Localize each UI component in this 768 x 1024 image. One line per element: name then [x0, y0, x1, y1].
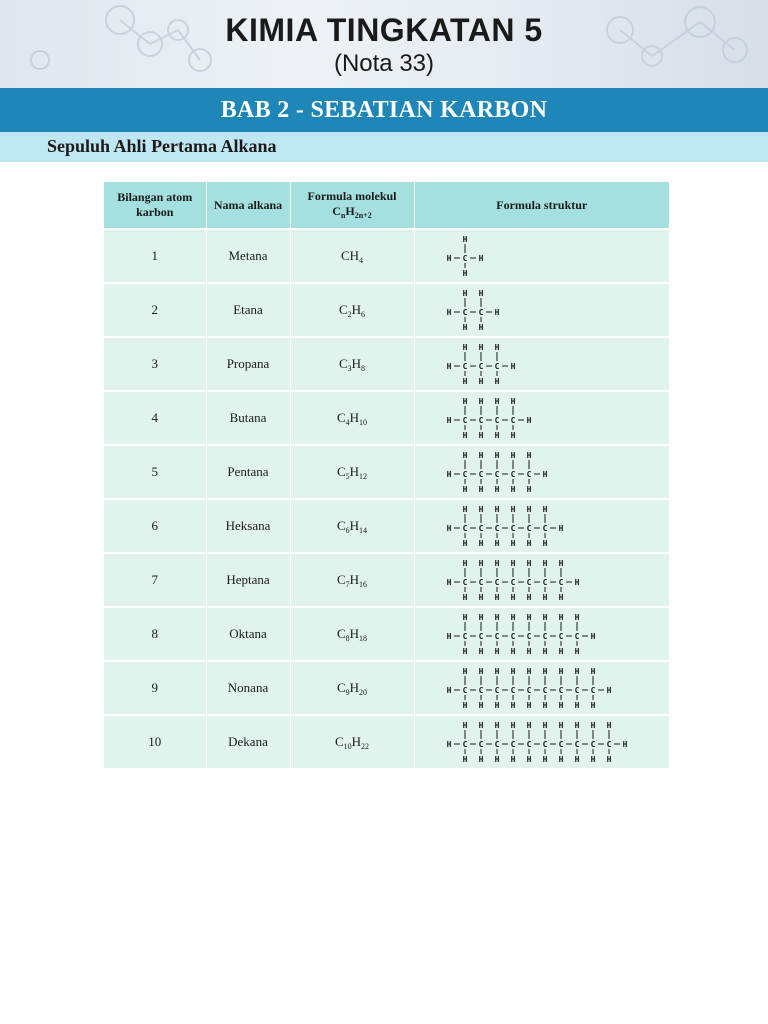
svg-text:H: H: [462, 505, 467, 514]
svg-text:H: H: [462, 701, 467, 710]
table-row: [104, 607, 669, 661]
structural-formula-diagram: [445, 450, 557, 494]
svg-text:H: H: [542, 613, 547, 622]
svg-text:H: H: [558, 701, 563, 710]
structural-formula-diagram: [445, 612, 605, 656]
svg-text:H: H: [574, 578, 579, 587]
svg-text:H: H: [526, 416, 531, 425]
alkane-name-cell: Butana: [206, 391, 290, 445]
structural-formula-cell: [414, 553, 669, 607]
svg-text:H: H: [478, 431, 483, 440]
svg-text:H: H: [494, 721, 499, 730]
structural-formula-cell: [414, 715, 669, 768]
svg-text:H: H: [510, 559, 515, 568]
svg-text:C: C: [542, 686, 547, 695]
svg-text:H: H: [494, 559, 499, 568]
svg-text:C: C: [526, 470, 531, 479]
svg-text:H: H: [478, 254, 483, 263]
svg-text:C: C: [510, 686, 515, 695]
svg-text:C: C: [494, 470, 499, 479]
svg-text:C: C: [478, 362, 483, 371]
svg-text:C: C: [462, 740, 467, 749]
svg-text:H: H: [494, 613, 499, 622]
svg-text:H: H: [526, 559, 531, 568]
svg-text:H: H: [510, 613, 515, 622]
carbon-count-cell: 4: [104, 391, 206, 445]
svg-text:H: H: [542, 721, 547, 730]
alkane-name-cell: Nonana: [206, 661, 290, 715]
svg-text:H: H: [510, 667, 515, 676]
svg-text:C: C: [542, 578, 547, 587]
svg-text:H: H: [526, 701, 531, 710]
alkane-name-cell: Dekana: [206, 715, 290, 768]
svg-text:H: H: [446, 686, 451, 695]
general-formula: $C_nH_{2n+2}$: [332, 204, 372, 220]
molecular-formula-cell: $C_{10}H_{22}$: [290, 715, 414, 768]
svg-text:H: H: [494, 647, 499, 656]
svg-text:H: H: [606, 721, 611, 730]
alkane-name-cell: Oktana: [206, 607, 290, 661]
svg-text:H: H: [446, 470, 451, 479]
structural-formula-cell: [414, 499, 669, 553]
svg-text:C: C: [478, 632, 483, 641]
svg-text:C: C: [478, 524, 483, 533]
svg-text:H: H: [510, 539, 515, 548]
structural-formula-cell: [414, 391, 669, 445]
svg-text:C: C: [510, 416, 515, 425]
molecular-formula-cell: $C_4H_{10}$: [290, 391, 414, 445]
svg-text:H: H: [558, 667, 563, 676]
svg-text:H: H: [478, 613, 483, 622]
svg-text:H: H: [558, 721, 563, 730]
svg-text:C: C: [526, 524, 531, 533]
header-structural-formula: Formula struktur: [414, 182, 669, 229]
svg-text:C: C: [494, 416, 499, 425]
table-row: [104, 337, 669, 391]
svg-text:H: H: [526, 505, 531, 514]
chapter-banner: BAB 2 - SEBATIAN KARBON: [0, 88, 768, 132]
svg-text:H: H: [510, 701, 515, 710]
svg-text:H: H: [558, 524, 563, 533]
table-row: [104, 499, 669, 553]
svg-text:H: H: [446, 362, 451, 371]
svg-text:C: C: [606, 740, 611, 749]
svg-text:H: H: [446, 524, 451, 533]
svg-text:C: C: [478, 308, 483, 317]
table-row: [104, 391, 669, 445]
carbon-count-cell: 6: [104, 499, 206, 553]
svg-text:C: C: [574, 686, 579, 695]
svg-text:C: C: [462, 416, 467, 425]
svg-text:C: C: [478, 578, 483, 587]
svg-text:C: C: [462, 362, 467, 371]
svg-text:C: C: [494, 578, 499, 587]
svg-text:H: H: [462, 289, 467, 298]
svg-text:H: H: [606, 686, 611, 695]
svg-text:C: C: [526, 632, 531, 641]
svg-text:C: C: [542, 740, 547, 749]
svg-text:H: H: [542, 470, 547, 479]
molecular-formula-cell: $C_9H_{20}$: [290, 661, 414, 715]
svg-text:C: C: [526, 740, 531, 749]
svg-text:H: H: [510, 755, 515, 764]
page-title: KIMIA TINGKATAN 5: [225, 12, 543, 48]
svg-text:C: C: [494, 524, 499, 533]
carbon-count-cell: 7: [104, 553, 206, 607]
structural-formula-cell: [414, 661, 669, 715]
svg-text:C: C: [590, 686, 595, 695]
structural-formula-cell: [414, 337, 669, 391]
svg-text:H: H: [478, 755, 483, 764]
molecular-formula-cell: $C_6H_{14}$: [290, 499, 414, 553]
svg-text:H: H: [574, 647, 579, 656]
structural-formula-diagram: [445, 720, 637, 764]
carbon-count-cell: 5: [104, 445, 206, 499]
svg-text:H: H: [574, 613, 579, 622]
svg-text:C: C: [478, 416, 483, 425]
svg-text:C: C: [510, 632, 515, 641]
svg-text:C: C: [478, 740, 483, 749]
svg-text:H: H: [478, 397, 483, 406]
svg-text:C: C: [542, 632, 547, 641]
carbon-count-cell: 9: [104, 661, 206, 715]
svg-text:C: C: [510, 470, 515, 479]
molecular-formula-cell: $CH_4$: [290, 229, 414, 283]
svg-text:C: C: [558, 578, 563, 587]
svg-text:C: C: [462, 686, 467, 695]
svg-text:H: H: [606, 755, 611, 764]
svg-text:H: H: [558, 593, 563, 602]
svg-text:H: H: [558, 755, 563, 764]
svg-text:C: C: [558, 740, 563, 749]
svg-text:H: H: [494, 755, 499, 764]
svg-text:H: H: [462, 323, 467, 332]
svg-text:H: H: [494, 397, 499, 406]
table-header-row: [104, 182, 669, 229]
svg-text:H: H: [510, 721, 515, 730]
svg-text:H: H: [542, 647, 547, 656]
carbon-count-cell: 10: [104, 715, 206, 768]
svg-text:H: H: [462, 431, 467, 440]
svg-text:H: H: [526, 667, 531, 676]
svg-text:H: H: [494, 485, 499, 494]
svg-text:H: H: [478, 485, 483, 494]
svg-text:H: H: [462, 485, 467, 494]
svg-text:H: H: [510, 505, 515, 514]
svg-text:H: H: [478, 323, 483, 332]
svg-text:C: C: [526, 578, 531, 587]
svg-text:H: H: [590, 701, 595, 710]
svg-text:H: H: [462, 613, 467, 622]
svg-text:H: H: [478, 721, 483, 730]
svg-text:H: H: [446, 308, 451, 317]
molecular-formula-cell: $C_2H_6$: [290, 283, 414, 337]
svg-text:H: H: [542, 505, 547, 514]
svg-text:H: H: [526, 485, 531, 494]
structural-formula-diagram: [445, 342, 525, 386]
svg-text:H: H: [478, 593, 483, 602]
svg-text:H: H: [478, 377, 483, 386]
svg-text:H: H: [526, 755, 531, 764]
carbon-count-cell: 1: [104, 229, 206, 283]
svg-text:C: C: [462, 308, 467, 317]
svg-text:H: H: [494, 505, 499, 514]
svg-text:H: H: [478, 539, 483, 548]
svg-text:C: C: [510, 578, 515, 587]
carbon-count-cell: 2: [104, 283, 206, 337]
svg-text:H: H: [462, 593, 467, 602]
svg-text:H: H: [510, 431, 515, 440]
svg-text:H: H: [446, 578, 451, 587]
svg-text:C: C: [494, 740, 499, 749]
structural-formula-diagram: [445, 504, 573, 548]
svg-text:C: C: [462, 254, 467, 263]
svg-text:H: H: [446, 632, 451, 641]
svg-text:H: H: [510, 593, 515, 602]
svg-text:H: H: [590, 721, 595, 730]
svg-text:H: H: [526, 647, 531, 656]
section-title: Sepuluh Ahli Pertama Alkana: [47, 136, 277, 156]
svg-text:H: H: [494, 539, 499, 548]
svg-text:H: H: [478, 505, 483, 514]
svg-text:C: C: [462, 578, 467, 587]
svg-text:H: H: [558, 559, 563, 568]
svg-text:C: C: [510, 740, 515, 749]
svg-text:C: C: [558, 686, 563, 695]
svg-text:H: H: [542, 593, 547, 602]
svg-text:H: H: [510, 451, 515, 460]
svg-text:H: H: [526, 721, 531, 730]
svg-text:H: H: [574, 701, 579, 710]
header-carbon-count: Bilangan atom karbon: [104, 182, 206, 229]
table-row: [104, 445, 669, 499]
svg-text:H: H: [526, 539, 531, 548]
svg-text:C: C: [494, 686, 499, 695]
structural-formula-cell: [414, 229, 669, 283]
svg-text:H: H: [478, 701, 483, 710]
svg-text:H: H: [462, 235, 467, 244]
structural-formula-diagram: [445, 234, 493, 278]
header-molecular-formula: [290, 182, 414, 229]
svg-text:H: H: [494, 308, 499, 317]
page-subtitle: (Nota 33): [333, 50, 435, 77]
svg-text:H: H: [574, 721, 579, 730]
svg-text:H: H: [542, 559, 547, 568]
svg-text:H: H: [478, 289, 483, 298]
section-banner: [0, 132, 768, 162]
structural-formula-cell: [414, 607, 669, 661]
carbon-count-cell: 3: [104, 337, 206, 391]
svg-text:H: H: [462, 667, 467, 676]
structural-formula-cell: [414, 445, 669, 499]
svg-text:H: H: [446, 416, 451, 425]
svg-text:C: C: [462, 524, 467, 533]
structural-formula-diagram: [445, 558, 589, 602]
svg-text:C: C: [574, 740, 579, 749]
svg-text:C: C: [574, 632, 579, 641]
svg-text:H: H: [494, 343, 499, 352]
molecular-formula-cell: $C_8H_{18}$: [290, 607, 414, 661]
svg-text:H: H: [446, 254, 451, 263]
svg-text:H: H: [542, 667, 547, 676]
svg-text:H: H: [478, 451, 483, 460]
svg-text:H: H: [494, 431, 499, 440]
svg-text:H: H: [590, 632, 595, 641]
alkane-name-cell: Propana: [206, 337, 290, 391]
alkane-name-cell: Heksana: [206, 499, 290, 553]
svg-text:H: H: [590, 667, 595, 676]
svg-text:H: H: [590, 755, 595, 764]
svg-text:H: H: [526, 613, 531, 622]
svg-text:H: H: [494, 667, 499, 676]
svg-text:H: H: [510, 485, 515, 494]
svg-text:H: H: [478, 647, 483, 656]
svg-text:H: H: [462, 451, 467, 460]
svg-text:H: H: [494, 701, 499, 710]
alkane-name-cell: Etana: [206, 283, 290, 337]
svg-text:H: H: [462, 559, 467, 568]
svg-text:H: H: [510, 362, 515, 371]
svg-text:C: C: [558, 632, 563, 641]
table-row: [104, 229, 669, 283]
svg-text:H: H: [526, 593, 531, 602]
alkane-name-cell: Metana: [206, 229, 290, 283]
svg-text:H: H: [510, 647, 515, 656]
carbon-count-cell: 8: [104, 607, 206, 661]
svg-text:C: C: [510, 524, 515, 533]
svg-text:H: H: [494, 593, 499, 602]
svg-text:H: H: [622, 740, 627, 749]
svg-text:H: H: [462, 539, 467, 548]
header-alkane-name: Nama alkana: [206, 182, 290, 229]
svg-text:H: H: [526, 451, 531, 460]
svg-text:C: C: [462, 470, 467, 479]
alkane-name-cell: Pentana: [206, 445, 290, 499]
page-header: [0, 0, 768, 88]
svg-text:H: H: [494, 377, 499, 386]
table-row: [104, 283, 669, 337]
svg-text:C: C: [526, 686, 531, 695]
header-molecular-formula-label: Formula molekul: [307, 189, 397, 203]
svg-text:H: H: [510, 397, 515, 406]
alkane-name-cell: Heptana: [206, 553, 290, 607]
svg-text:C: C: [462, 632, 467, 641]
structural-formula-diagram: [445, 288, 509, 332]
alkane-table: [104, 182, 669, 768]
svg-text:H: H: [462, 397, 467, 406]
svg-text:H: H: [542, 755, 547, 764]
table-row: [104, 715, 669, 768]
svg-text:C: C: [478, 470, 483, 479]
molecular-formula-cell: $C_5H_{12}$: [290, 445, 414, 499]
structural-formula-diagram: [445, 396, 541, 440]
svg-text:C: C: [542, 524, 547, 533]
structural-formula-diagram: [445, 666, 621, 710]
svg-text:C: C: [478, 686, 483, 695]
molecular-formula-cell: $C_3H_8$: [290, 337, 414, 391]
svg-text:H: H: [558, 647, 563, 656]
svg-text:H: H: [462, 755, 467, 764]
svg-text:H: H: [462, 343, 467, 352]
svg-text:H: H: [462, 377, 467, 386]
svg-text:H: H: [542, 701, 547, 710]
svg-text:H: H: [478, 667, 483, 676]
molecular-formula-cell: $C_7H_{16}$: [290, 553, 414, 607]
table-row: [104, 553, 669, 607]
svg-text:H: H: [462, 647, 467, 656]
svg-text:H: H: [478, 559, 483, 568]
svg-text:H: H: [446, 740, 451, 749]
svg-text:H: H: [574, 755, 579, 764]
structural-formula-cell: [414, 283, 669, 337]
svg-text:H: H: [462, 721, 467, 730]
svg-text:H: H: [542, 539, 547, 548]
svg-text:C: C: [494, 362, 499, 371]
svg-text:H: H: [574, 667, 579, 676]
svg-text:H: H: [462, 269, 467, 278]
svg-text:C: C: [590, 740, 595, 749]
svg-text:H: H: [478, 343, 483, 352]
table-row: [104, 661, 669, 715]
svg-text:C: C: [494, 632, 499, 641]
svg-text:H: H: [494, 451, 499, 460]
svg-text:H: H: [558, 613, 563, 622]
